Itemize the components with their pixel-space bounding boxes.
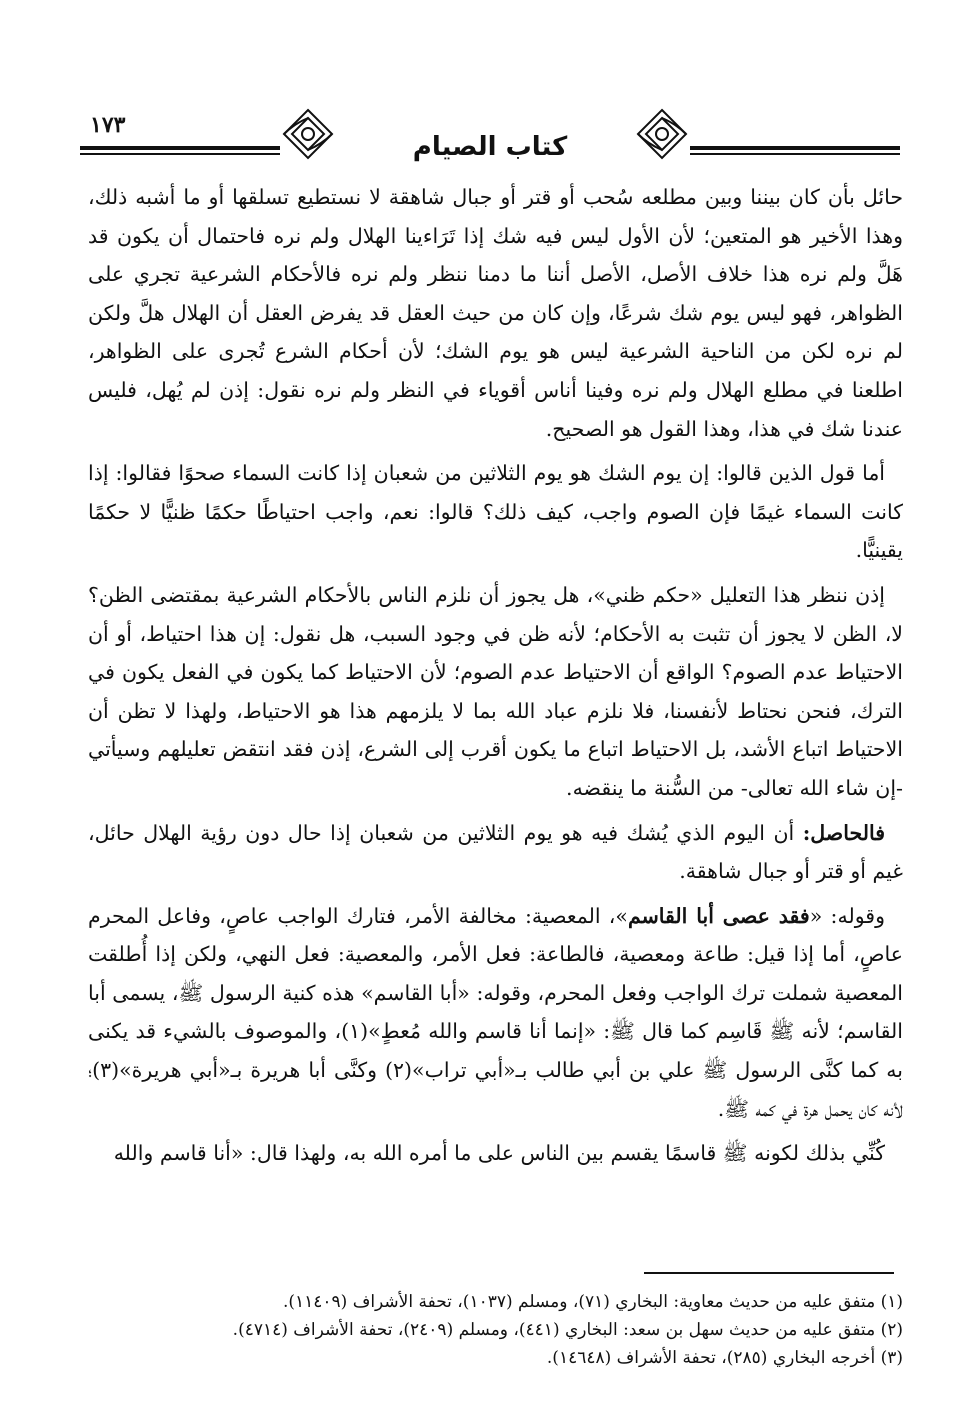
paragraph-4: [88, 814, 903, 891]
footnote-3: (٣) أخرجه البخاري (٢٨٥)، تحفة الأشراف (١٤٦٤٨).: [546, 1348, 903, 1368]
header-rule-left: [80, 146, 280, 150]
header-rule-left-thin: [80, 153, 280, 155]
paragraph-text: »، المعصية: مخالفة الأمر، فتارك الواجب عاصٍ، وفاعل المحرم عاصٍ، أما إذا قيل: طاعة ومعصية، فالطاعة: فعل الأمر، والمعصية: فعل النهي، ولكن إذا أُطلقت المعصية شملت ترك الواجب وفعل المحرم، وقوله: «أبا القاسم» هذه كنية الرسول ﷺ، يسمى أبا القاسم؛ لأنه ﷺ قَاسِم كما قال ﷺ: «إنما أنا قاسم والله مُعطٍ»(١)، والموصوف بالشيء قد يكنى به كما كنَّى الرسول ﷺ علي بن أبي طالب بـ«أبي تراب»(٢) وكنَّى أبا هريرة بـ«أبي هريرة»(٣)؛ لأنه كان يحمل هرة في كمه ﷺ.: [88, 903, 903, 1121]
footnote-2: (٢) متفق عليه من حديث سهل بن سعد: البخاري (٤٤١)، ومسلم (٢٤٠٩)، تحفة الأشراف (٤٧١٤).: [232, 1320, 903, 1340]
paragraph-text: أما قول الذين قالوا: إن يوم الشك هو يوم الثلاثين من شعبان إذا كانت السماء صحوًا فقالوا: إذا كانت السماء غيمًا فإن الصوم واجب، كيف ذلك؟ قالوا: نعم، واجب احتياطًا حكمًا ظنيًّا لا حكمًا يقينيًّا.: [88, 461, 903, 563]
paragraph-5: [88, 897, 903, 1129]
paragraph-prefix: وقوله: «: [809, 903, 885, 928]
paragraph-text: كُنِّي بذلك لكونه ﷺ قاسمًا يقسم بين الناس على ما أمره الله به، ولهذا قال: «أنا قاسم والله: [113, 1141, 885, 1166]
paragraph-3: [88, 576, 903, 808]
header-rule-right-thin: [690, 153, 900, 155]
paragraph-text: أن اليوم الذي يُشك فيه هو يوم الثلاثين من شعبان إذا حال دون رؤية الهلال حائل، غيم أو قتر أو جبال شاهقة.: [88, 820, 903, 884]
book-title: كتاب الصيام: [412, 132, 568, 162]
paragraph-text: إذن ننظر هذا التعليل «حكم ظني»، هل يجوز أن نلزم الناس بالأحكام الشرعية بمقتضى الظن؟ لا، الظن لا يجوز أن تثبت به الأحكام؛ لأنه ظن في وجود السبب، هل نقول: إن هذا احتياط، أو أن الاحتياط عدم الصوم؟ الواقع أن الاحتياط عدم الصوم؛ لأن الاحتياط كما يكون في الفعل يكون في الترك، فنحن نحتاط لأنفسنا، فلا نلزم عباد الله بما لا يلزمهم هذا هو الاحتياط، ولهذا لا تظن أن الاحتياط اتباع الأشد، بل الاحتياط اتباع ما يكون أقرب إلى الشرع، إذن فقد انتقض تعليلهم وسيأتي -إن شاء الله تعالى- من السُّنة ما ينقضه.: [88, 582, 903, 800]
ornament-left-icon: [280, 106, 336, 162]
paragraph-1: [88, 178, 903, 448]
paragraph-lead: فالحاصل:: [802, 820, 885, 845]
page-number: ١٧٣: [90, 112, 126, 138]
paragraph-text: حائل بأن كان بيننا وبين مطلعه سُحب أو قتر أو جبال شاهقة لا نستطيع تسلقها أو ما أشبه ذلك، وهذا الأخير هو المتعين؛ لأن الأول ليس فيه شك إذا تَرَاءينا الهلال ولم نره فاحتمال أن يكون قد هَلَّ ولم نره هذا خلاف الأصل، الأصل أننا ما دمنا ننظر ولم نره فالأحكام الشرعية تجري على الظواهر، فهو ليس يوم شك شرعًا، وإن كان من حيث العقل قد يفرض العقل أن الهلال هلَّ ولكن لم نره لكن من الناحية الشرعية ليس هو يوم الشك؛ لأن أحكام الشرع تُجرى على الظواهر، اطلعنا في مطلع الهلال ولم نره وفينا أناس أقوياء في النظر ولم نره نقول: إذن لم يُهل، فليس عندنا شك في هذا، وهذا القول هو الصحيح.: [88, 185, 903, 441]
paragraph-2: [88, 454, 903, 570]
page-body: [88, 178, 903, 1173]
paragraph-lead: فقد عصى أبا القاسم: [627, 903, 810, 928]
page-header: [80, 100, 900, 180]
footnote-separator: [644, 1272, 894, 1274]
footnotes: [88, 1288, 903, 1372]
footnote-1: (١) متفق عليه من حديث معاوية: البخاري (٧١)، ومسلم (١٠٣٧)، تحفة الأشراف (١١٤٠٩).: [282, 1292, 903, 1312]
ornament-right-icon: [634, 106, 690, 162]
header-rule-right: [690, 146, 900, 150]
paragraph-6: [88, 1134, 903, 1173]
